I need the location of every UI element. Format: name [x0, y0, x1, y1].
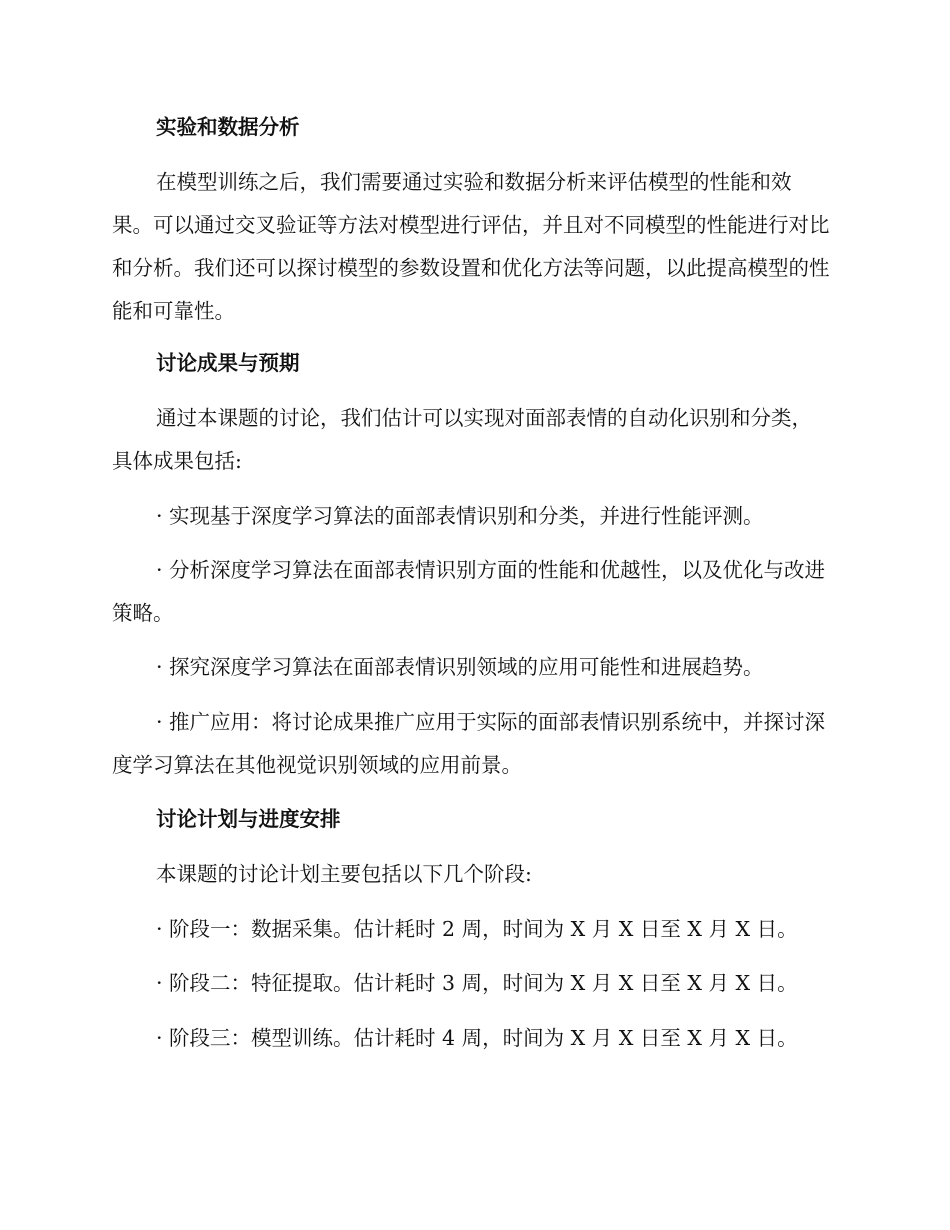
list-item-plan-3: · 阶段三：模型训练。估计耗时 4 周，时间为 X 月 X 日至 X 月 X 日。: [156, 1026, 798, 1050]
list-item-results-3: · 探究深度学习算法在面部表情识别领域的应用可能性和进展趋势。: [156, 655, 764, 679]
section-heading-experiment: 实验和数据分析: [156, 115, 300, 139]
section-heading-plan: 讨论计划与进度安排: [156, 807, 341, 831]
list-item-results-1: · 实现基于深度学习算法的面部表情识别和分类，并进行性能评测。: [156, 504, 764, 528]
list-item-results-2: · 分析深度学习算法在面部表情识别方面的性能和优越性，以及优化与改进策略。: [112, 558, 826, 625]
list-item-results-4: · 推广应用：将讨论成果推广应用于实际的面部表情识别系统中，并探讨深度学习算法在其他视觉识别领域的应用前景。: [112, 710, 826, 777]
paragraph-plan-intro: 本课题的讨论计划主要包括以下几个阶段:: [156, 862, 532, 886]
paragraph-results-intro: 通过本课题的讨论，我们估计可以实现对面部表情的自动化识别和分类，具体成果包括:: [112, 406, 812, 473]
paragraph-experiment: 在模型训练之后，我们需要通过实验和数据分析来评估模型的性能和效果。可以通过交叉验证等方法对模型进行评估，并且对不同模型的性能进行对比和分析。我们还可以探讨模型的参数设置和优化方法等问题，以此提高模型的性能和可靠性。: [112, 170, 830, 323]
section-heading-results: 讨论成果与预期: [156, 351, 300, 375]
list-item-plan-2: · 阶段二：特征提取。估计耗时 3 周，时间为 X 月 X 日至 X 月 X 日。: [156, 971, 798, 995]
list-item-plan-1: · 阶段一：数据采集。估计耗时 2 周，时间为 X 月 X 日至 X 月 X 日。: [156, 917, 798, 941]
